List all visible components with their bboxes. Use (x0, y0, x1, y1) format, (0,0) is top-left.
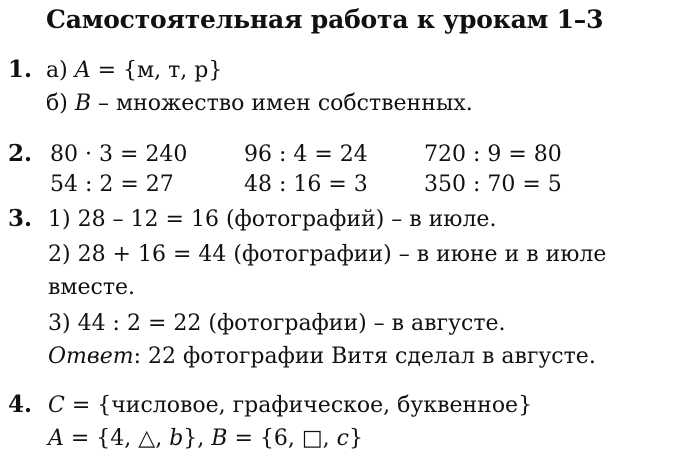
task-1-b-prefix: б) (46, 91, 75, 116)
task-3-answer (48, 346, 596, 368)
set-c-symbol: C (48, 393, 65, 418)
task-3-number: 3. (8, 205, 33, 232)
set-a-close: }, (183, 426, 212, 451)
set-b-close: } (348, 426, 363, 451)
answer-text: : 22 фотографии Витя сделал в августе. (133, 344, 596, 369)
task-4-number: 4. (8, 391, 33, 418)
task-1-b-text: – множество имен собственных. (91, 91, 473, 116)
task-2-expr-r2c3: 350 : 70 = 5 (424, 172, 562, 197)
task-4-line-1 (48, 395, 532, 417)
task-3-step-2-line-2: вместе. (48, 275, 136, 300)
task-3-step-3: 3) 44 : 2 = 22 (фотографии) – в августе. (48, 311, 506, 336)
answer-label: Ответ (48, 344, 134, 369)
task-2-expr-r1c2: 96 : 4 = 24 (244, 142, 368, 167)
task-3-step-2-line-1: 2) 28 + 16 = 44 (фотографии) – в июне и в июле (48, 242, 607, 267)
set-a-symbol-2: A (48, 426, 64, 451)
set-b-open: = {6, □, (227, 426, 337, 451)
task-1-line-a (46, 60, 222, 82)
task-2-number: 2. (8, 140, 33, 167)
task-1-a-prefix: а) (46, 58, 75, 83)
set-a-symbol: A (74, 58, 91, 83)
task-2-expr-r2c1: 54 : 2 = 27 (50, 172, 174, 197)
page-title: Самостоятельная работа к урокам 1–3 (46, 5, 604, 34)
set-b-symbol-2: B (211, 426, 228, 451)
task-4-line-2 (48, 428, 363, 450)
task-2-expr-r2c2: 48 : 16 = 3 (244, 172, 368, 197)
set-c-elements: = {числовое, графическое, буквенное} (64, 393, 533, 418)
task-1-line-b (46, 93, 473, 115)
set-b-symbol: B (74, 91, 91, 116)
task-1-number: 1. (8, 56, 33, 83)
task-1-a-set: = {м, т, р} (90, 58, 223, 83)
task-2-expr-r1c3: 720 : 9 = 80 (424, 142, 562, 167)
task-2-expr-r1c1: 80 · 3 = 240 (50, 142, 188, 167)
element-c: c (336, 426, 349, 451)
element-b: b (169, 426, 184, 451)
task-3-step-1: 1) 28 – 12 = 16 (фотографий) – в июле. (48, 207, 497, 232)
set-a-open: = {4, △, (63, 426, 170, 451)
